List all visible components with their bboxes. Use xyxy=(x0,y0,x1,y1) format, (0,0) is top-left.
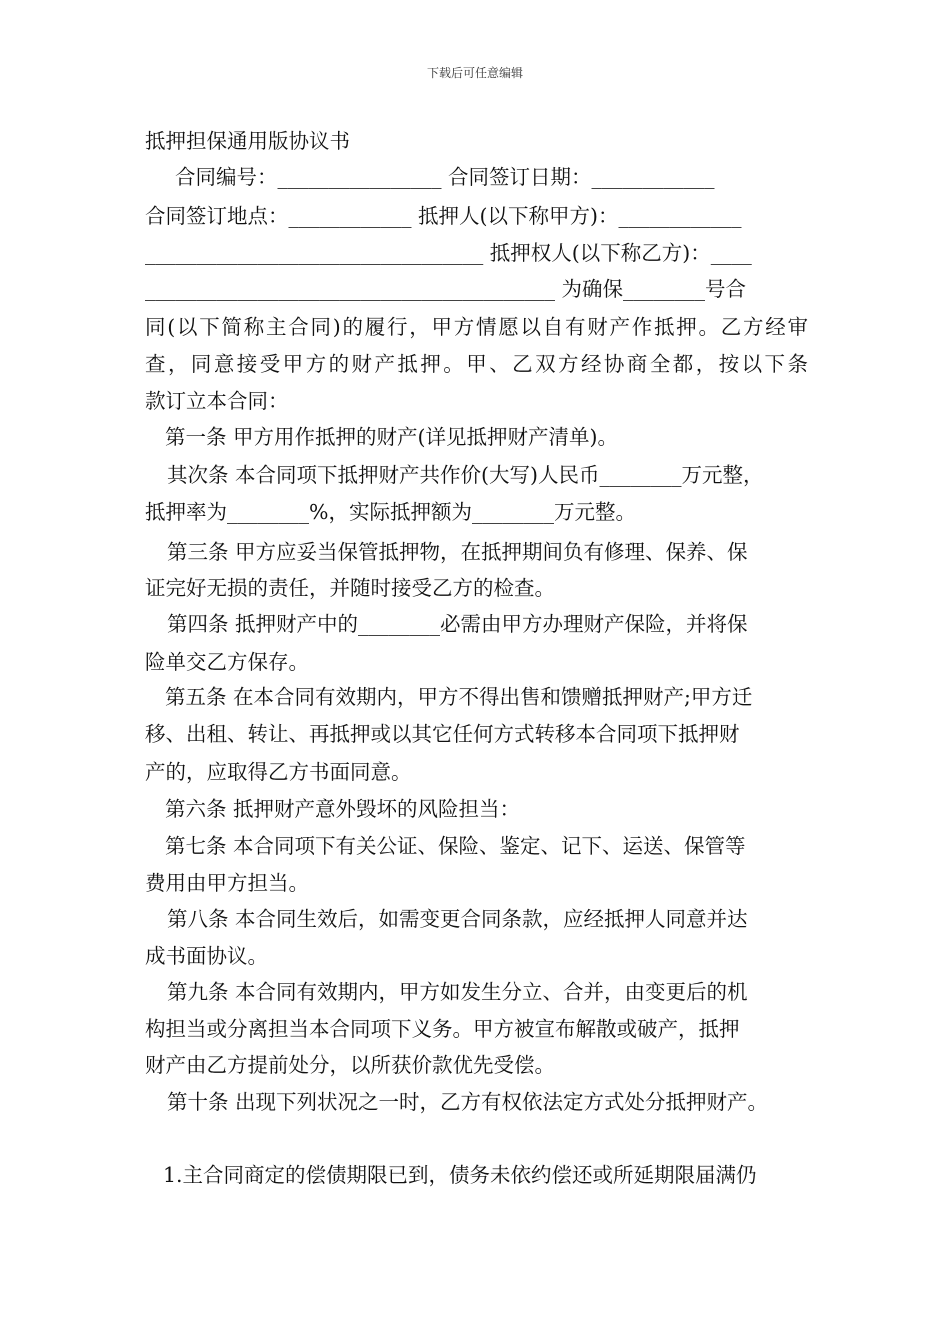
article-2-cont: 抵押率为________%，实际抵押额为________万元整。 xyxy=(145,500,636,524)
clause-item-1: 1.主合同商定的偿债期限已到，债务未依约偿还或所延期限届满仍 xyxy=(163,1163,757,1187)
contract-number-line: 合同编号：________________ 合同签订日期：____________ xyxy=(175,165,715,189)
paragraph-line: 款订立本合同： xyxy=(145,389,289,413)
article-8: 第八条 本合同生效后，如需变更合同条款，应经抵押人同意并达 xyxy=(167,907,748,931)
article-5: 第五条 在本合同有效期内，甲方不得出售和馈赠抵押财产;甲方迁 xyxy=(165,685,753,709)
paragraph-line: 查，同意接受甲方的财产抵押。甲、乙双方经协商全都，按以下条 xyxy=(145,352,808,376)
article-3: 第三条 甲方应妥当保管抵押物，在抵押期间负有修理、保养、保 xyxy=(167,540,748,564)
article-7: 第七条 本合同项下有关公证、保险、鉴定、记下、运送、保管等 xyxy=(165,834,746,858)
article-9-cont: 构担当或分离担当本合同项下义务。甲方被宣布解散或破产，抵押 xyxy=(145,1017,740,1041)
document-title: 抵押担保通用版协议书 xyxy=(145,129,350,153)
article-2: 其次条 本合同项下抵押财产共作价(大写)人民币________万元整， xyxy=(167,463,764,487)
purpose-line: ________________________________________ 为确保________号合 xyxy=(145,277,747,301)
article-4: 第四条 抵押财产中的________必需由甲方办理财产保险，并将保 xyxy=(167,612,748,636)
paragraph-line: 同(以下简称主合同)的履行，甲方情愿以自有财产作抵押。乙方经审 xyxy=(145,315,808,339)
article-5-cont: 产的，应取得乙方书面同意。 xyxy=(145,760,412,784)
article-10: 第十条 出现下列状况之一时，乙方有权依法定方式处分抵押财产。 xyxy=(167,1090,769,1114)
article-4-cont: 险单交乙方保存。 xyxy=(145,650,309,674)
article-1: 第一条 甲方用作抵押的财产(详见抵押财产清单)。 xyxy=(165,425,619,449)
article-9: 第九条 本合同有效期内，甲方如发生分立、合并，由变更后的机 xyxy=(167,980,748,1004)
article-5-cont: 移、出租、转让、再抵押或以其它任何方式转移本合同项下抵押财 xyxy=(145,722,740,746)
article-6: 第六条 抵押财产意外毁坏的风险担当： xyxy=(165,797,521,821)
article-7-cont: 费用由甲方担当。 xyxy=(145,871,309,895)
download-note-header: 下载后可任意编辑 xyxy=(426,66,523,80)
article-9-cont: 财产由乙方提前处分，以所获价款优先受偿。 xyxy=(145,1053,555,1077)
signing-place-line: 合同签订地点：____________ 抵押人(以下称甲方)：____________ xyxy=(145,204,742,228)
mortgagee-line: _________________________________ 抵押权人(以下称乙方)：____ xyxy=(145,241,752,265)
article-3-cont: 证完好无损的责任，并随时接受乙方的检查。 xyxy=(145,576,555,600)
article-8-cont: 成书面协议。 xyxy=(145,944,268,968)
